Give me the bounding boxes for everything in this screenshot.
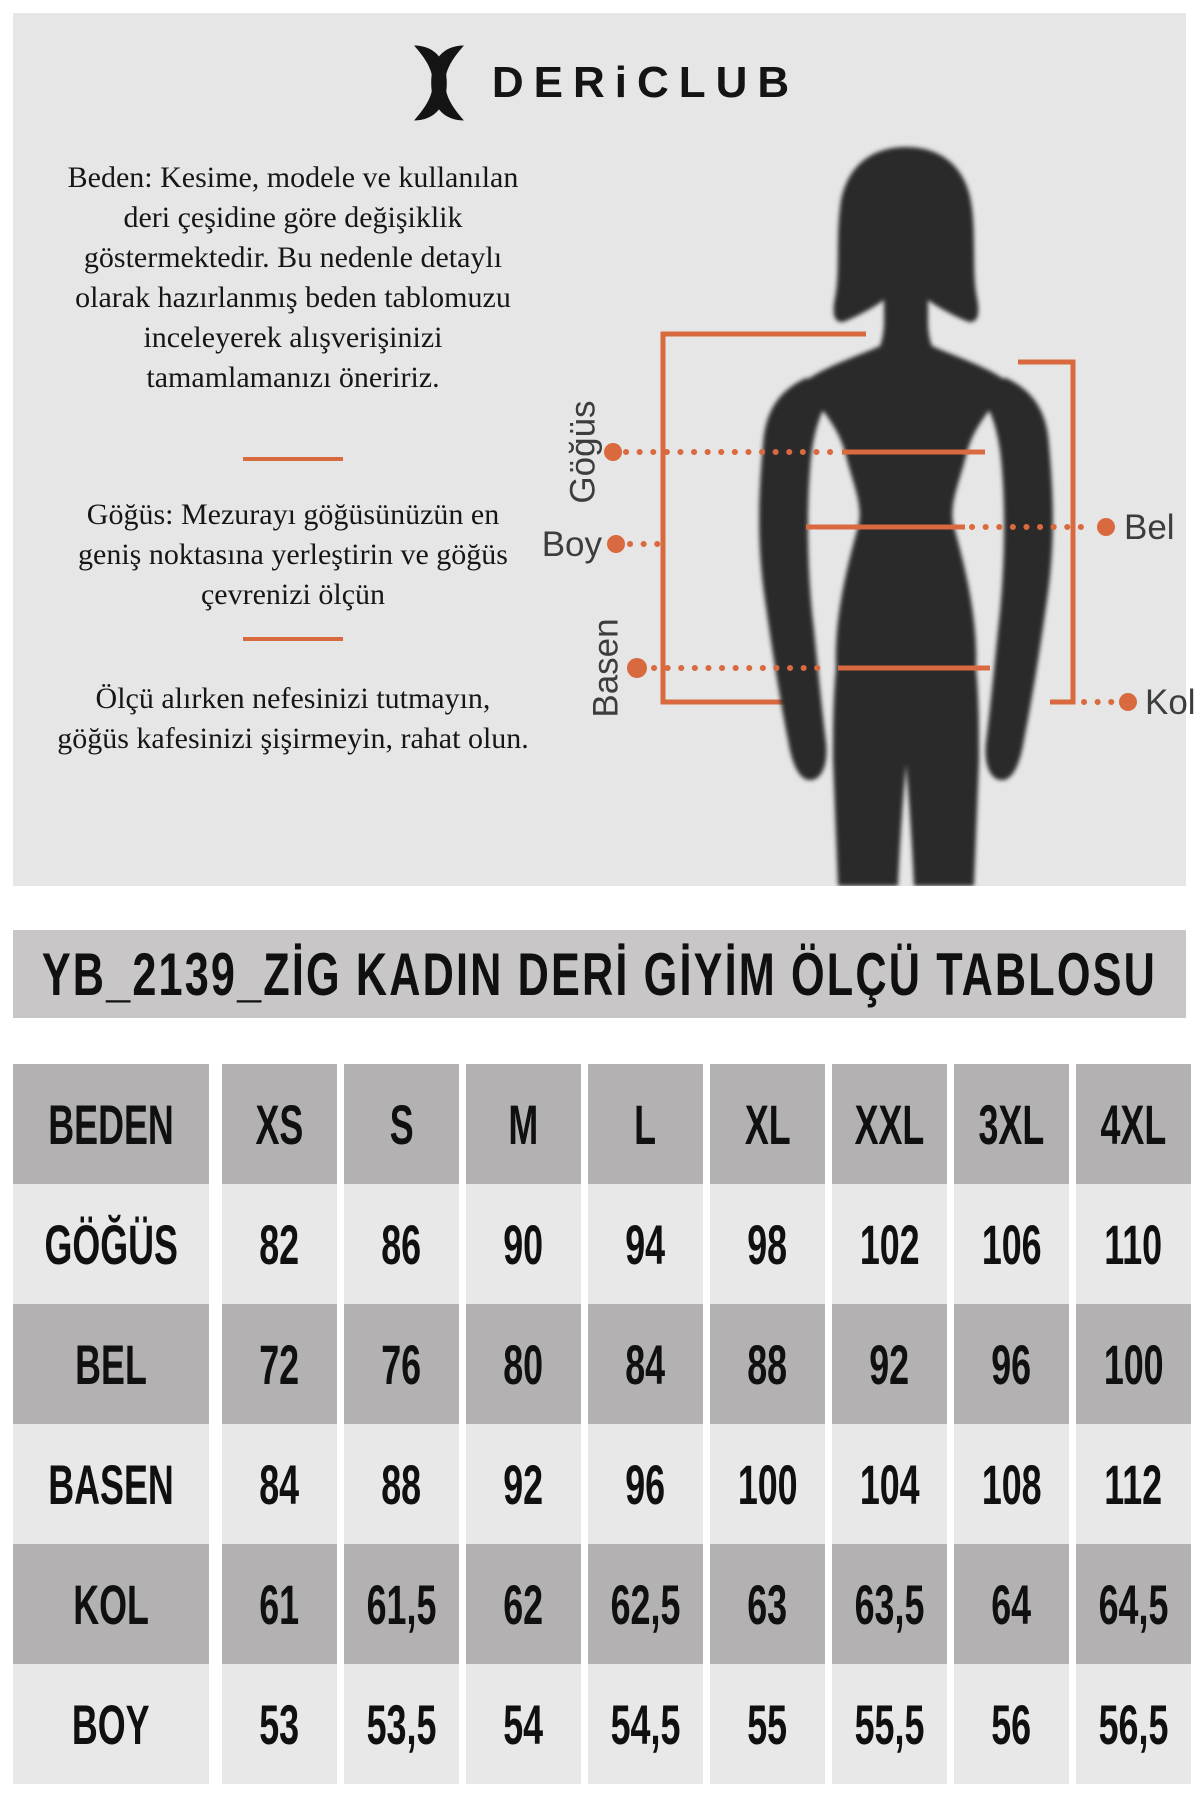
orange-divider	[243, 637, 343, 641]
value-cell: 84	[588, 1304, 703, 1424]
value-cell: 110	[1076, 1184, 1191, 1304]
value-cell: 63,5	[832, 1544, 947, 1664]
value-cell: 90	[466, 1184, 581, 1304]
row-label-cell: BASEN	[13, 1424, 209, 1544]
brand-logo	[13, 43, 1186, 123]
row-label-cell: KOL	[13, 1544, 209, 1664]
value-cell: 64	[954, 1544, 1069, 1664]
value-cell: 61	[222, 1544, 337, 1664]
value-cell: 88	[710, 1304, 825, 1424]
header-size-cell: L	[588, 1064, 703, 1184]
value-cell: 62	[466, 1544, 581, 1664]
value-cell: 72	[222, 1304, 337, 1424]
measurement-figure	[540, 120, 1200, 886]
header-label-cell: BEDEN	[13, 1064, 209, 1184]
value-cell: 82	[222, 1184, 337, 1304]
row-label-cell: BEL	[13, 1304, 209, 1424]
row-label-cell: BOY	[13, 1664, 209, 1784]
arm-dot	[1119, 693, 1137, 711]
header-size-cell: 4XL	[1076, 1064, 1191, 1184]
table-title-bar	[13, 930, 1186, 1018]
value-cell: 63	[710, 1544, 825, 1664]
header-size-cell: XS	[222, 1064, 337, 1184]
table-row-basen	[13, 1424, 1191, 1544]
paragraph-olcu: Ölçü alırken nefesinizi tutmayın, göğüs kafesinizi şişirmeyin, rahat olun.	[57, 682, 529, 755]
value-cell: 106	[954, 1184, 1069, 1304]
value-cell: 55	[710, 1664, 825, 1784]
value-cell: 54	[466, 1664, 581, 1784]
value-cell: 112	[1076, 1424, 1191, 1544]
table-row-boy	[13, 1664, 1191, 1784]
value-cell: 98	[710, 1184, 825, 1304]
value-cell: 100	[1076, 1304, 1191, 1424]
value-cell: 100	[710, 1424, 825, 1544]
logo-text: DERiCLUB	[491, 58, 800, 107]
value-cell: 92	[466, 1424, 581, 1544]
value-cell: 108	[954, 1424, 1069, 1544]
paragraph-beden: Beden: Kesime, modele ve kullanılan deri çeşidine göre değişiklik göstermektedir. Bu nedenle detaylı olarak hazırlanmış beden tablomuzu inceleyerek alışverişinizi tamamlamanızı öneririz.	[67, 161, 519, 394]
value-cell: 62,5	[588, 1544, 703, 1664]
orange-divider	[243, 457, 343, 461]
row-label-cell: GÖĞÜS	[13, 1184, 209, 1304]
value-cell: 56	[954, 1664, 1069, 1784]
value-cell: 96	[588, 1424, 703, 1544]
waist-dot	[1097, 518, 1115, 536]
table-row-bel	[13, 1304, 1191, 1424]
butterfly-x-logo-icon	[400, 43, 478, 123]
value-cell: 61,5	[344, 1544, 459, 1664]
value-cell: 92	[832, 1304, 947, 1424]
length-label: Boy	[541, 525, 602, 564]
value-cell: 86	[344, 1184, 459, 1304]
header-size-cell: XL	[710, 1064, 825, 1184]
value-cell: 53,5	[344, 1664, 459, 1784]
woman-silhouette	[759, 147, 1053, 886]
hip-dot	[627, 658, 647, 678]
header-size-cell: 3XL	[954, 1064, 1069, 1184]
table-title: YB_2139_ZİG KADIN DERİ GİYİM ÖLÇÜ TABLOSU	[41, 940, 1158, 1008]
value-cell: 96	[954, 1304, 1069, 1424]
paragraph-gogus: Göğüs: Mezurayı göğüsünüzün en geniş noktasına yerleştirin ve göğüs çevrenizi ölçün	[78, 498, 508, 611]
value-cell: 53	[222, 1664, 337, 1784]
value-cell: 80	[466, 1304, 581, 1424]
waist-label: Bel	[1124, 508, 1175, 547]
value-cell: 76	[344, 1304, 459, 1424]
length-dot	[607, 535, 625, 553]
table-row-gogus	[13, 1184, 1191, 1304]
header-size-cell: S	[344, 1064, 459, 1184]
table-header-row	[13, 1064, 1191, 1184]
hip-label: Basen	[586, 618, 626, 718]
value-cell: 84	[222, 1424, 337, 1544]
header-size-cell: M	[466, 1064, 581, 1184]
table-row-kol	[13, 1544, 1191, 1664]
sizing-instructions	[39, 158, 547, 759]
value-cell: 102	[832, 1184, 947, 1304]
value-cell: 104	[832, 1424, 947, 1544]
value-cell: 88	[344, 1424, 459, 1544]
value-cell: 64,5	[1076, 1544, 1191, 1664]
value-cell: 94	[588, 1184, 703, 1304]
header-size-cell: XXL	[832, 1064, 947, 1184]
chest-label: Göğüs	[563, 400, 603, 504]
size-table	[13, 1064, 1191, 1784]
value-cell: 55,5	[832, 1664, 947, 1784]
arm-label: Kol	[1145, 683, 1196, 722]
chest-dot	[604, 443, 622, 461]
value-cell: 54,5	[588, 1664, 703, 1784]
value-cell: 56,5	[1076, 1664, 1191, 1784]
